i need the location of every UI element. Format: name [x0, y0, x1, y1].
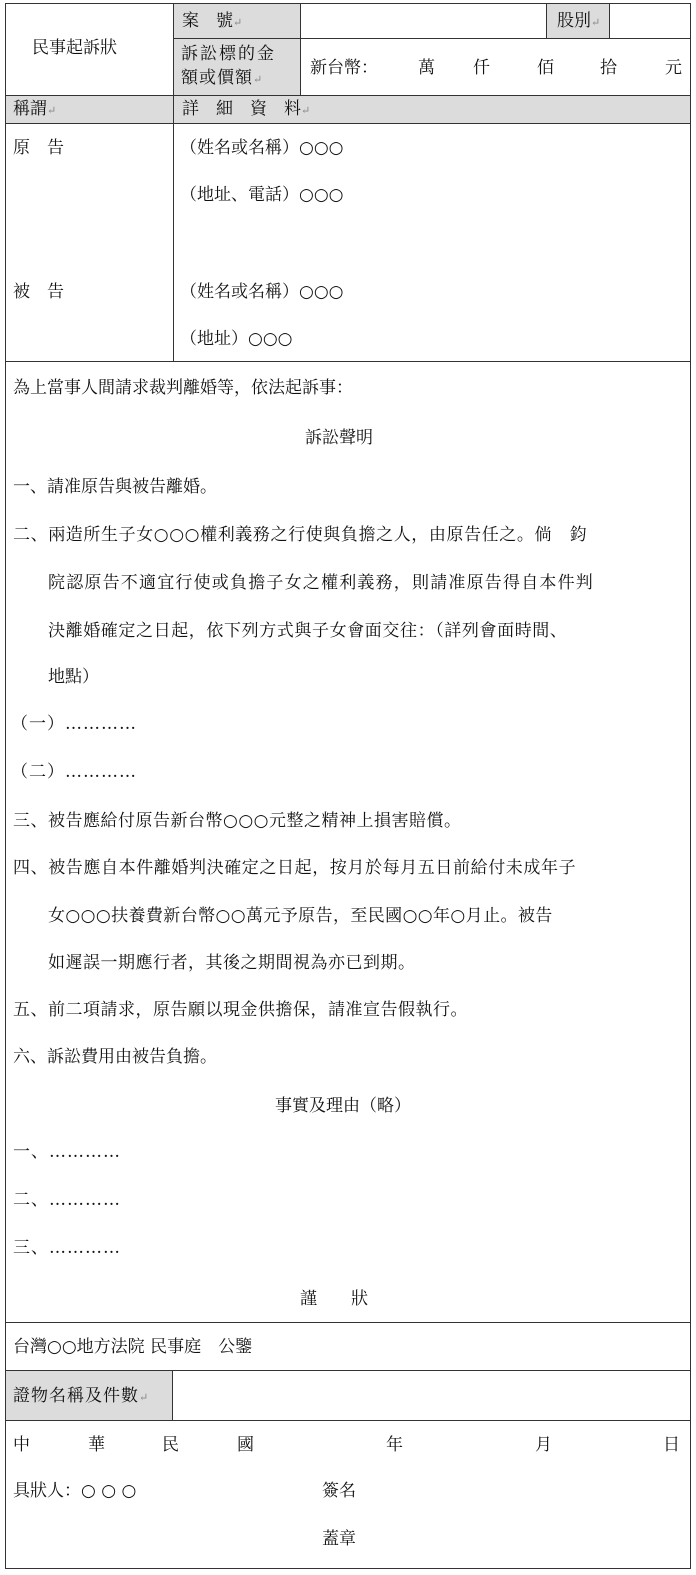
- col-title: 稱謂↵: [13, 99, 57, 119]
- return-mark: ↵: [47, 104, 57, 117]
- claim-4-line-1: 四、被告應自本件離婚判決確定之日起，按月於每月五日前給付未成年子: [13, 858, 577, 878]
- evidence-label: 證物名稱及件數↵: [13, 1386, 150, 1406]
- sign-label: 簽名: [322, 1481, 356, 1501]
- closing-text: 謹 狀: [300, 1289, 368, 1309]
- defendant-address[interactable]: （地址）○○○: [180, 329, 293, 349]
- fact-1: 一、…………: [13, 1142, 121, 1162]
- claim-6: 六、訴訟費用由被告負擔。: [13, 1047, 217, 1067]
- plaintiff-label: 原 告: [13, 138, 64, 158]
- plaintiff-name[interactable]: （姓名或名稱）○○○: [180, 138, 344, 158]
- claim-2-line-4: 地點）: [48, 667, 99, 687]
- claim-2-line-3: 決離婚確定之日起，依下列方式與子女會面交往：（詳列會面時間、: [48, 621, 568, 641]
- evidence-field[interactable]: [175, 1373, 689, 1418]
- form-title: 民事起訴狀: [32, 38, 117, 58]
- seal-label: 蓋章: [322, 1529, 356, 1549]
- amount-label-line1: 訴訟標的金: [181, 44, 276, 64]
- fact-2: 二、…………: [13, 1190, 121, 1210]
- claim-4-line-2: 女○○○扶養費新台幣○○萬元予原告，至民國○○年○月止。被告: [48, 906, 553, 926]
- return-mark: ↵: [139, 1391, 150, 1404]
- date-char-4: 國: [237, 1435, 254, 1455]
- date-day: 日: [663, 1435, 680, 1455]
- claim-2-line-1: 二、兩造所生子女○○○權利義務之行使與負擔之人，由原告任之。倘 鈞: [13, 525, 588, 545]
- unit-qian: 仟: [473, 58, 490, 78]
- return-mark: ↵: [253, 73, 264, 86]
- intro-text: 為上當事人間請求裁判離婚等，依法起訴事：: [13, 378, 353, 398]
- division-field[interactable]: [611, 5, 689, 37]
- filer-label: 具狀人：○ ○ ○: [13, 1481, 137, 1501]
- claim-3: 三、被告應給付原告新台幣○○○元整之精神上損害賠償。: [13, 811, 462, 831]
- claim-2-line-2: 院認原告不適宜行使或負擔子女之權利義務，則請准原告得自本件判: [48, 573, 594, 593]
- court-addressee: 台灣○○地方法院 民事庭 公鑒: [13, 1337, 253, 1357]
- fact-3: 三、…………: [13, 1238, 121, 1258]
- case-no-label: 案 號↵: [182, 11, 243, 31]
- return-mark: ↵: [233, 16, 243, 29]
- unit-bai: 佰: [537, 58, 554, 78]
- currency-label: 新台幣：: [310, 58, 378, 78]
- unit-shi: 拾: [600, 58, 617, 78]
- return-mark: ↵: [591, 16, 601, 29]
- division-label: 股別↵: [557, 11, 601, 31]
- date-month: 月: [535, 1435, 552, 1455]
- form-frame: [5, 3, 691, 1569]
- date-char-1: 中: [13, 1435, 30, 1455]
- case-no-field[interactable]: [302, 5, 544, 37]
- date-char-2: 華: [88, 1435, 105, 1455]
- amount-label-line2: 額或價額↵: [181, 68, 264, 88]
- unit-wan: 萬: [418, 58, 435, 78]
- return-mark: ↵: [301, 104, 311, 117]
- unit-yuan: 元: [665, 58, 682, 78]
- defendant-name[interactable]: （姓名或名稱）○○○: [180, 282, 344, 302]
- defendant-label: 被 告: [13, 282, 64, 302]
- parties-header-row: [6, 95, 690, 123]
- facts-heading: 事實及理由（略）: [275, 1096, 411, 1116]
- sub-item-1: （一）…………: [11, 714, 137, 734]
- col-detail: 詳 細 資 料↵: [182, 99, 311, 119]
- claim-1: 一、請准原告與被告離婚。: [13, 477, 217, 497]
- date-char-3: 民: [162, 1435, 179, 1455]
- claim-4-line-3: 如遲誤一期應行者，其後之期間視為亦已到期。: [48, 953, 416, 973]
- claim-5: 五、前二項請求，原告願以現金供擔保，請准宣告假執行。: [13, 1000, 468, 1020]
- claims-heading: 訴訟聲明: [305, 428, 373, 448]
- date-year: 年: [386, 1435, 403, 1455]
- plaintiff-address[interactable]: （地址、電話）○○○: [180, 185, 344, 205]
- sub-item-2: （二）…………: [11, 762, 137, 782]
